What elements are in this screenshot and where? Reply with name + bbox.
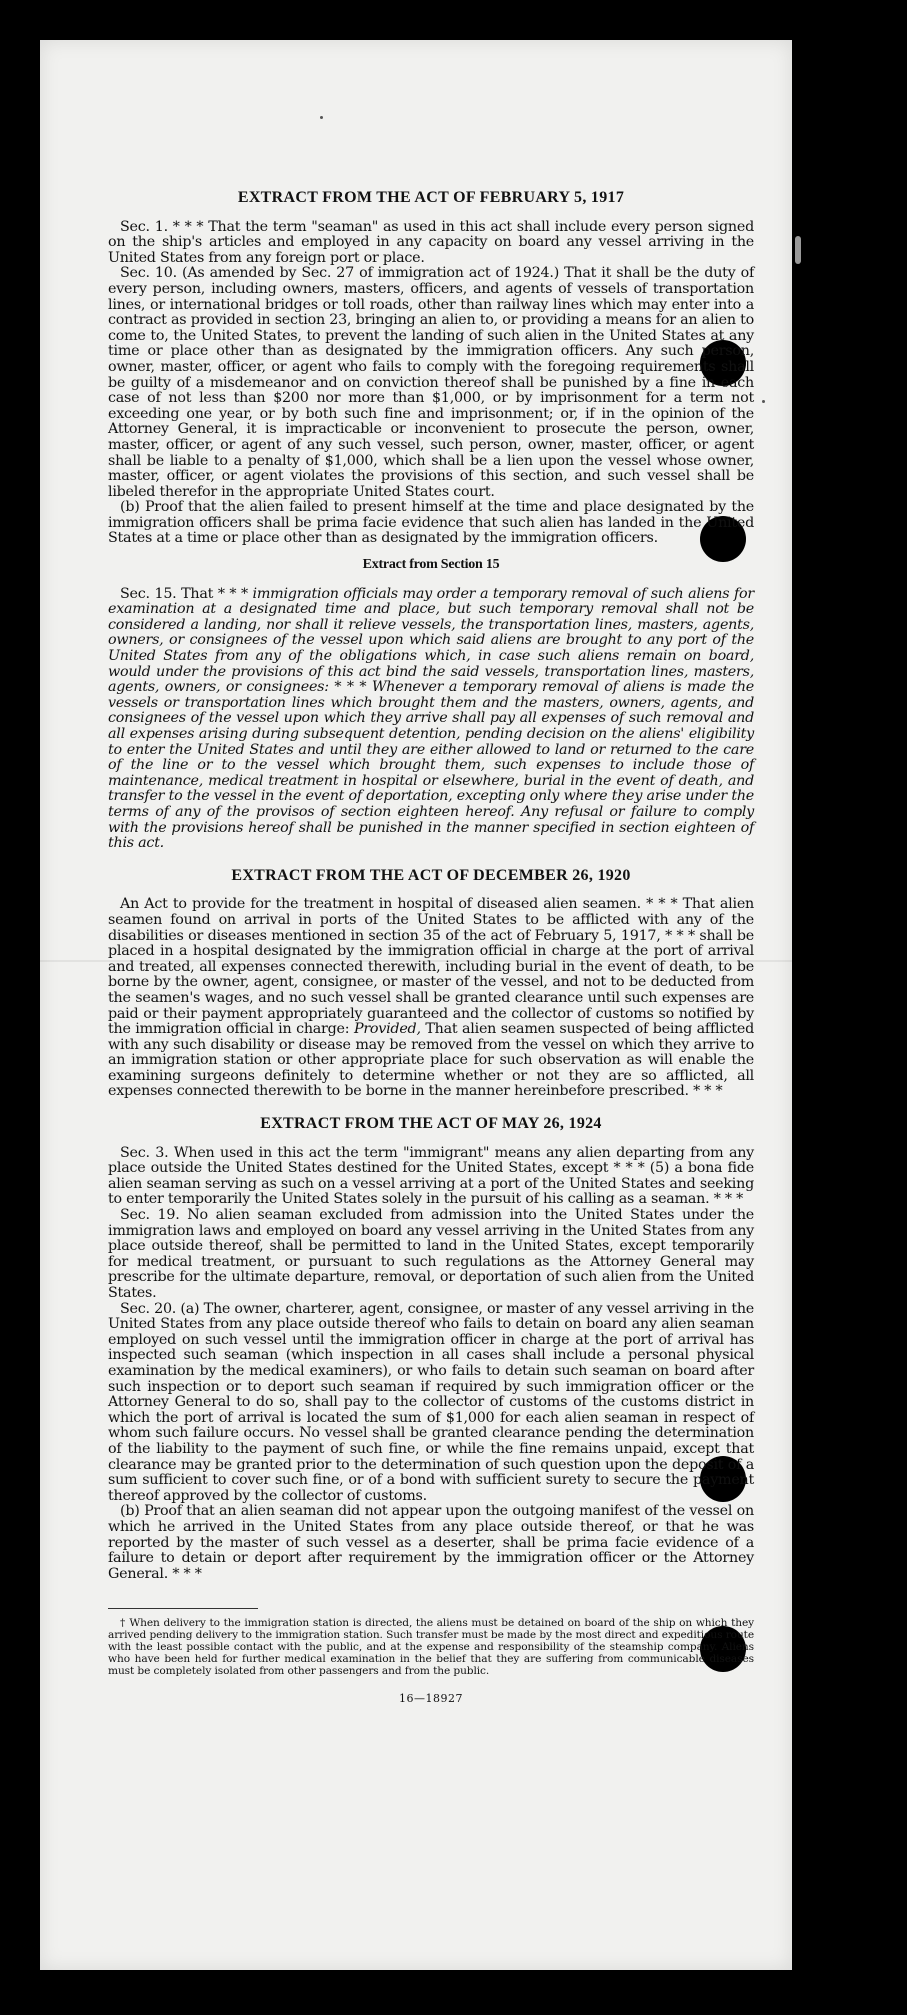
- edge-mark: [795, 236, 801, 264]
- sec-15-italic-text: immigration officials may order a temporary removal of such aliens for examination at a designated time and place, but such temporary removal shall not be considered a landing, nor shall it relieve vessels, the transportation lines, masters, agents, owners, or consignees of the vessel upon which said aliens are brought to any port of the United States from any of the obligations which, in case such aliens remain on board, would under the provisions of this act bind the said vessels, transportation lines, masters, agents, owners, or consignees: * * * Whenever a temporary removal of aliens is made the vessels or transportation lines which brought them and the masters, owners, agents, and consignees of the vessel upon which they arrive shall pay all expenses of such removal and all expenses arising during subsequent detention, pending decision on the aliens' eligibility to enter the United States and until they are either allowed to land or returned to the care of the line or to the vessel which brought them, such expenses to include those of maintenance, medical treatment in hospital or elsewhere, burial in the event of death, and transfer to the vessel in the event of deportation, excepting only where they arise under the terms of any of the provisos of section eighteen hereof. Any refusal or failure to comply with the provisions hereof shall be punished in the manner specified in section eighteen of this act.: [108, 585, 754, 852]
- provided-word: Provided,: [353, 1021, 421, 1038]
- document-body: [108, 190, 754, 1707]
- footnote-rule: [108, 1608, 258, 1609]
- sec-10-paragraph: Sec. 10. (As amended by Sec. 27 of immigration act of 1924.) That it shall be the duty of every person, including owners, masters, officers, and agents of vessels of transportation lines, or international bridges or toll roads, other than railway lines which may enter into a contract as provided in section 23, bringing an alien to, or providing a means for an alien to come to, the United States, to prevent the landing of such alien in the United States at any time or place other than as designated by the immigration officers. Any such person, owner, master, officer, or agent who fails to comply with the foregoing requirements shall be guilty of a misdemeanor and on conviction thereof shall be punished by a fine in each case of not less than $200 nor more than $1,000, or by imprisonment for a term not exceeding one year, or by both such fine and imprisonment; or, if in the opinion of the Attorney General, it is impracticable or inconvenient to prosecute the person, owner, master, officer, or agent of any such vessel, such person, owner, master, officer, or agent shall be liable to a penalty of $1,000, which shall be a lien upon the vessel whose owner, master, officer, or agent violates the provisions of this section, and such vessel shall be libeled therefor in the appropriate United States court.: [108, 265, 754, 500]
- sec-10b-paragraph: (b) Proof that the alien failed to present himself at the time and place designated by the immigration officers shall be prima facie evidence that such alien has landed in the United States at a time or place other than as designated by the immigration officers.: [108, 499, 754, 547]
- sec-3-paragraph: Sec. 3. When used in this act the term "immigrant" means any alien departing from any place outside the United States destined for the United States, except * * * (5) a bona fide alien seaman serving as such on a vessel arriving at a port of the United States and seeking to enter temporarily the United States solely in the pursuit of his calling as a seaman. * * *: [108, 1144, 754, 1208]
- sec-15-paragraph: [108, 587, 754, 852]
- sec-20-lead: Sec. 20. (a): [120, 1300, 200, 1317]
- heading-act-1920: EXTRACT FROM THE ACT OF DECEMBER 26, 1920: [231, 866, 631, 884]
- speck: [762, 400, 765, 403]
- document-page: [40, 40, 792, 1970]
- sec-15-lead: Sec. 15. That * * *: [120, 585, 248, 602]
- act-1920-text-cont: That alien seamen suspected of being afflicted with any such disability or disease may be removed from the vessel on which they arrive to an immigration station or other appropriate place for such observation as will enable the examining surgeons definitely to determine whether or not they are so afflicted, all expenses connected therewith to be borne in the manner hereinbefore prescribed. * * *: [108, 1021, 755, 1100]
- heading-act-1917: EXTRACT FROM THE ACT OF FEBRUARY 5, 1917: [237, 189, 625, 206]
- act-1920-text: An Act to provide for the treatment in hospital of diseased alien seamen. * * * That alien seamen found on arrival in ports of the United States to be afflicted with any of the disabilities or diseases mentioned in section 35 of the act of February 5, 1917, * * * shall be placed in a hospital designated by the immigration official in charge at the port of arrival and treated, all expenses connected therewith, including burial in the event of death, to be borne by the owner, agent, consignee, or master of the vessel, and not to be deducted from the seamen's wages, and no such vessel shall be granted clearance until such expenses are paid or their payment appropriately guaranteed and the collector of customs so notified by the immigration official in charge:: [108, 896, 754, 1038]
- form-code: 16—18927: [399, 1692, 463, 1706]
- act-1920-paragraph: [108, 897, 754, 1100]
- sec-20-text: The owner, charterer, agent, consignee, or master of any vessel arriving in the United States from any place outside thereof who fails to detain on board any alien seaman employed on such vessel until the immigration officer in charge at the port of arrival has inspected such seaman (which inspection in all cases shall include a personal physical examination by the medical examiners), or who fails to detain such seaman on board after such inspection or to deport such seaman if required by such immigration officer or the Attorney General to do so, shall pay to the collector of customs of the customs district in which the port of arrival is located the sum of $1,000 for each alien seaman in respect of whom such failure occurs. No vessel shall be granted clearance pending the determination of the liability to the payment of such fine, or while the fine remains unpaid, except that clearance may be granted prior to the determination of such question upon the deposit of a sum sufficient to cover such fine, or of a bond with sufficient surety to secure the payment thereof approved by the collector of customs.: [108, 1300, 754, 1504]
- footnote: † When delivery to the immigration station is directed, the aliens must be detained on board of the ship on which they arrived pending delivery to the immigration station. Such transfer must be made by the most direct and expeditious route with the least possible contact with the public, and at the expense and responsibility of the steamship company. Aliens who have been held for further medical examination in the belief that they are suffering from communicable diseases must be completely isolated from other passengers and from the public.: [108, 1617, 754, 1678]
- sec-20b-paragraph: (b) Proof that an alien seaman did not appear upon the outgoing manifest of the vessel on which he arrived in the United States from any place outside thereof, or that he was reported by the master of such vessel as a deserter, shall be prima facie evidence of a failure to detain or deport after requirement by the immigration officer or the Attorney General. * * *: [108, 1503, 754, 1582]
- sec-20-paragraph: [108, 1302, 754, 1505]
- sec-19-paragraph: Sec. 19. No alien seaman excluded from admission into the United States under the immigration laws and employed on board any vessel arriving in the United States from any place outside thereof, shall be permitted to land in the United States, except temporarily for medical treatment, or pursuant to such regulations as the Attorney General may prescribe for the ultimate departure, removal, or deportation of such alien from the United States.: [108, 1207, 754, 1301]
- heading-act-1924: EXTRACT FROM THE ACT OF MAY 26, 1924: [260, 1115, 602, 1133]
- heading-section-15: Extract from Section 15: [362, 557, 500, 573]
- speck: [320, 116, 323, 119]
- sec-1-paragraph: Sec. 1. * * * That the term "seaman" as used in this act shall include every person signed on the ship's articles and employed in any capacity on board any vessel arriving in the United States from any foreign port or place.: [108, 218, 754, 266]
